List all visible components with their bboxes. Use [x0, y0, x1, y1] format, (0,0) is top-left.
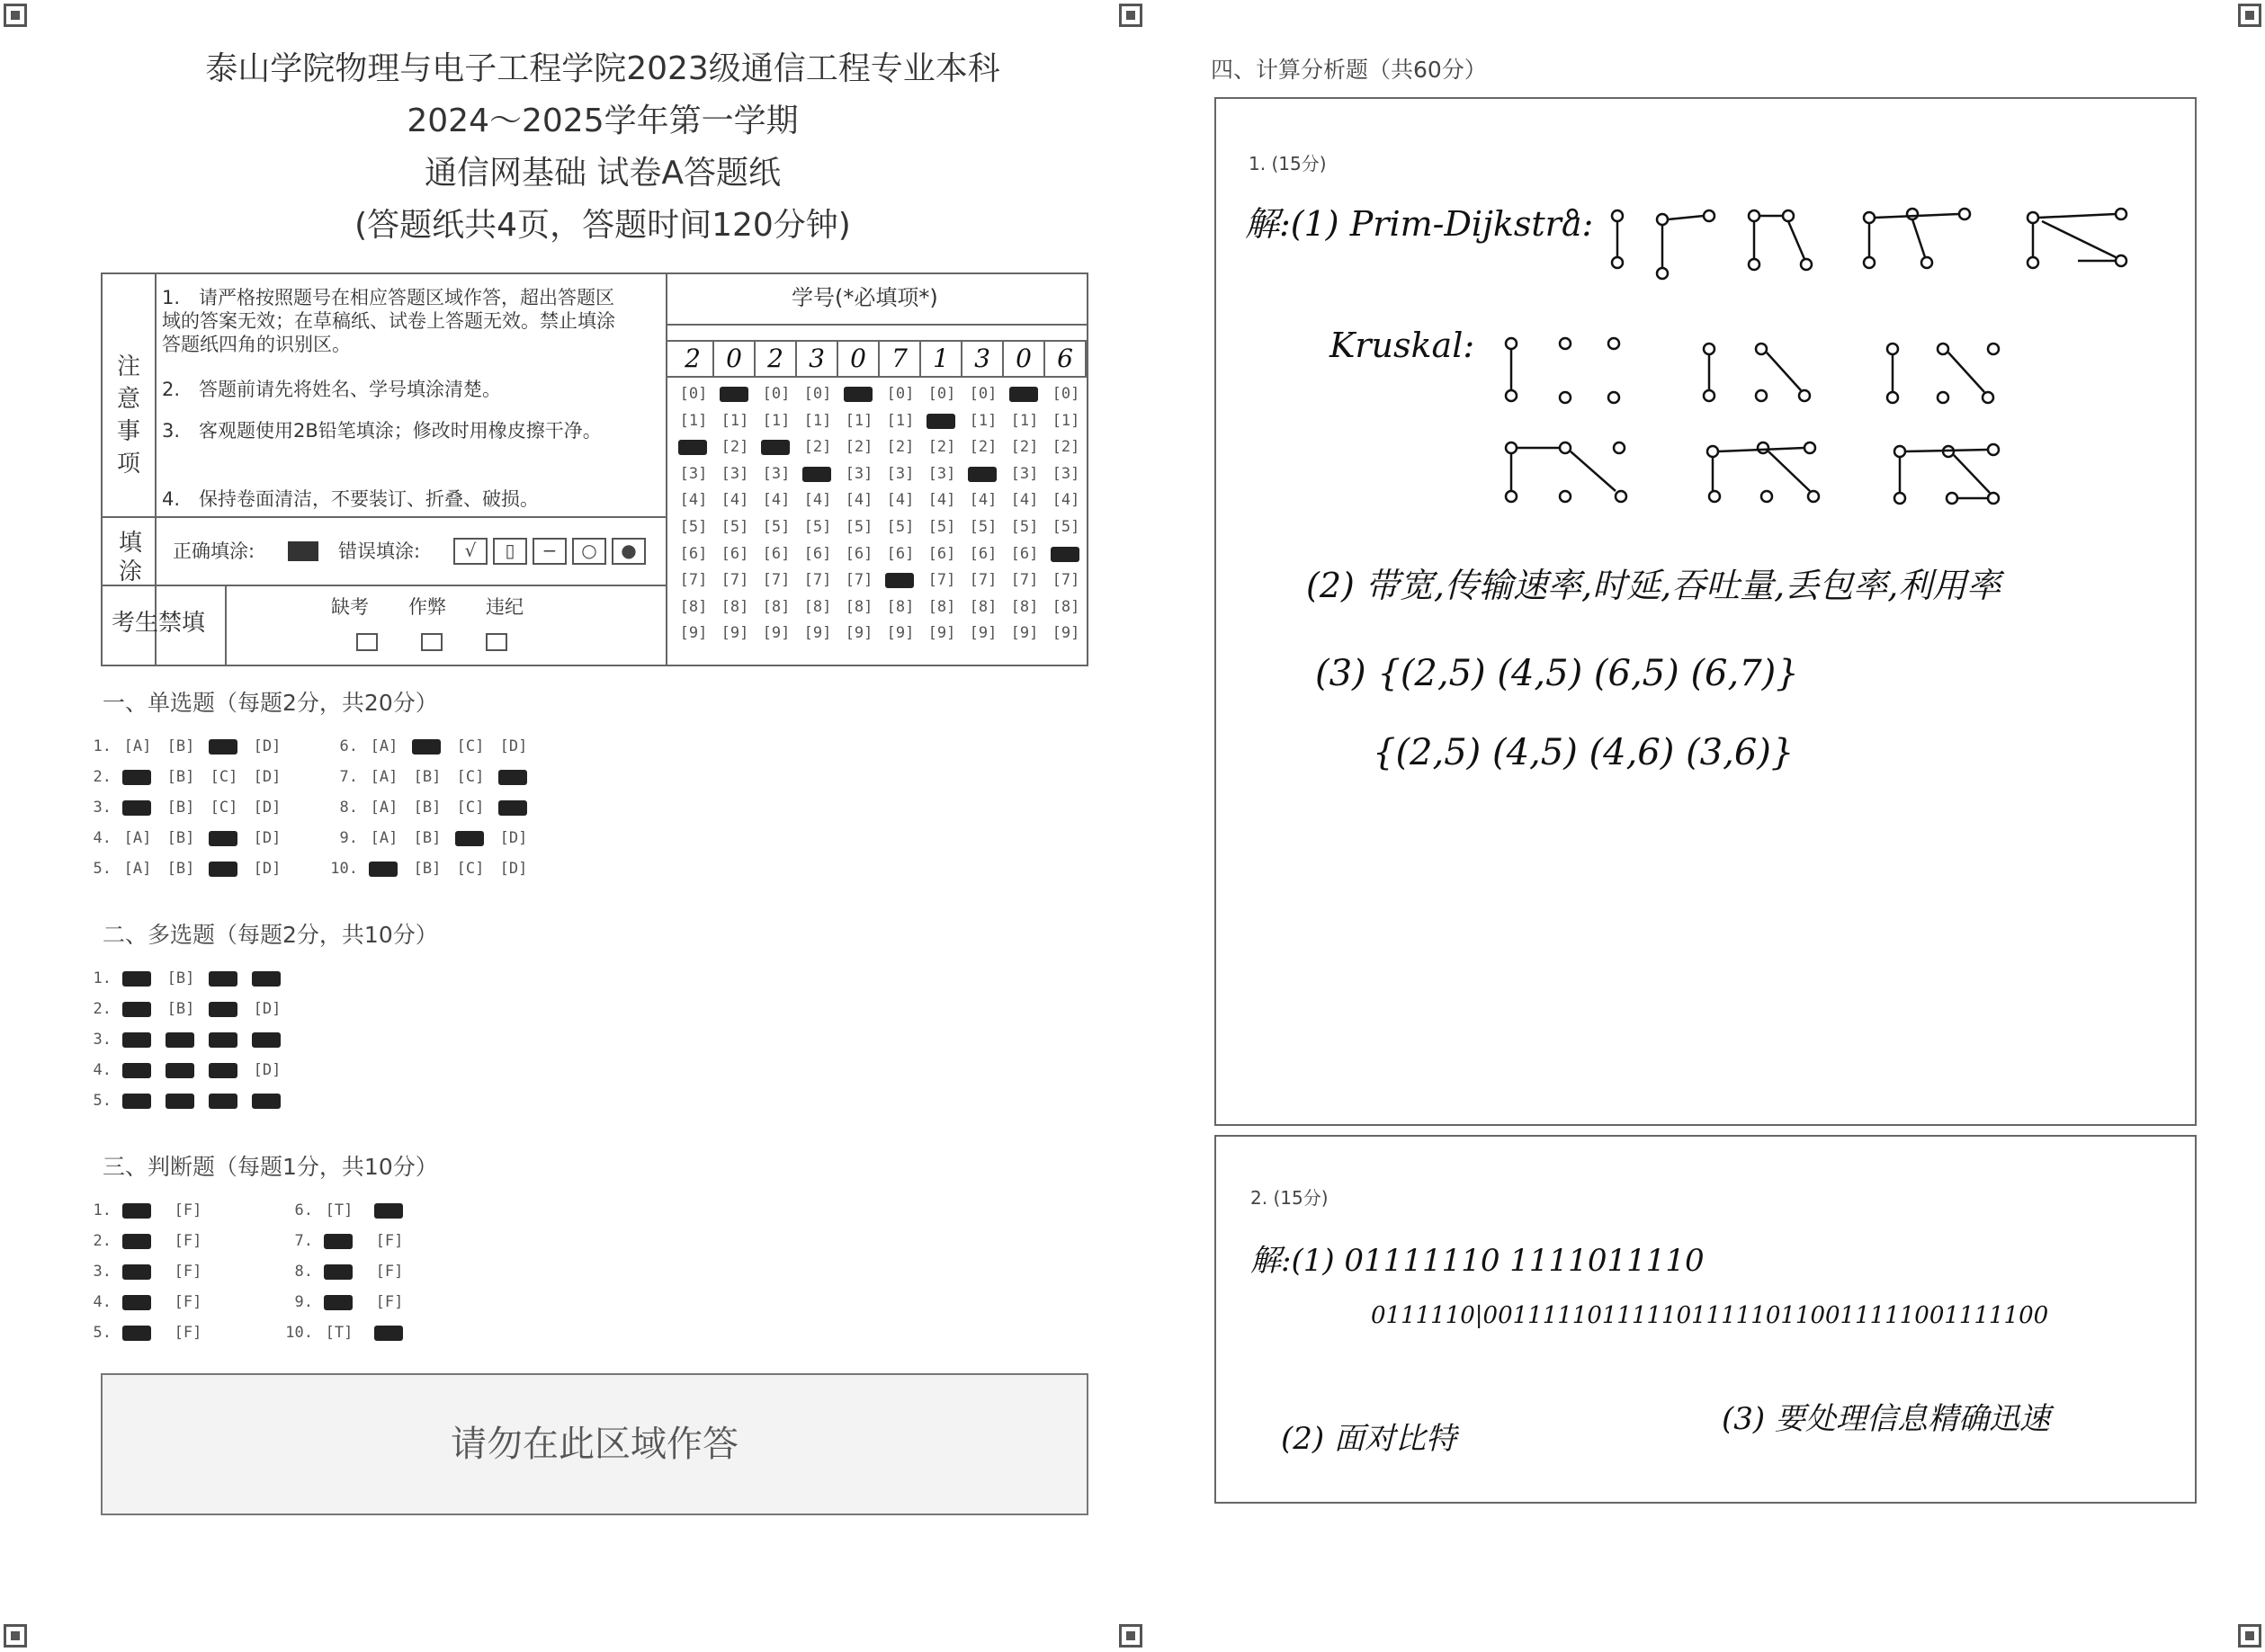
wrong-fill-dash: − [533, 538, 567, 565]
notice-divider [155, 272, 157, 666]
student-id-bubble[interactable]: [0] [803, 385, 832, 403]
wrong-fill-check: √ [453, 538, 488, 565]
wrong-fill-dot: ● [612, 538, 646, 565]
student-id-digit: 0 [714, 342, 756, 376]
judge-question-number: 8. [294, 1263, 313, 1281]
single-option[interactable]: [D] [253, 829, 282, 847]
single-option[interactable]: [D] [499, 860, 528, 878]
q1-label: 1. (15分) [1249, 153, 1327, 174]
student-id-bubble[interactable]: [1] [1052, 411, 1080, 430]
judge-option[interactable]: [F] [375, 1263, 404, 1281]
student-id-bubble[interactable]: [5] [762, 518, 791, 536]
single-question-number: 1. [93, 737, 112, 755]
notice-label: 注意事项 [116, 353, 140, 478]
forbidden-absent: 缺考 [331, 596, 369, 618]
student-id-bubble[interactable]: [9] [679, 624, 708, 643]
student-id-bubble[interactable]: [4] [1010, 491, 1039, 510]
student-id-bubble[interactable]: [8] [721, 597, 749, 616]
student-id-bubble[interactable]: [0] [927, 385, 956, 403]
multi-option-filled[interactable] [166, 1063, 194, 1078]
student-id-bubble[interactable]: [3] [1010, 464, 1039, 483]
single-option[interactable]: [B] [166, 799, 195, 817]
student-id-bubble[interactable]: [9] [969, 624, 998, 643]
multi-option[interactable]: [D] [253, 1061, 282, 1079]
student-id-bubble-filled[interactable] [968, 467, 997, 482]
student-id-digit: 0 [838, 342, 880, 376]
section-single-title: 一、单选题（每题2分，共20分） [103, 690, 438, 716]
student-id-bubble[interactable]: [5] [679, 518, 708, 536]
student-id-bubble[interactable]: [7] [969, 571, 998, 590]
student-id-bubble[interactable]: [1] [721, 411, 749, 430]
student-id-bubble-filled[interactable] [802, 467, 831, 482]
single-option[interactable]: [C] [210, 799, 238, 817]
corner-mark-top-center [1119, 4, 1142, 27]
single-option[interactable]: [A] [370, 737, 398, 755]
multi-option-filled[interactable] [122, 1063, 151, 1078]
single-option-filled[interactable] [455, 831, 484, 846]
single-option[interactable]: [A] [370, 768, 398, 786]
student-id-bubble[interactable]: [1] [762, 411, 791, 430]
student-id-bubble[interactable]: [7] [927, 571, 956, 590]
student-id-bubble[interactable]: [3] [927, 464, 956, 483]
multi-option-filled[interactable] [166, 1094, 194, 1109]
student-id-digit: 7 [880, 342, 921, 376]
single-question-number: 6. [339, 737, 358, 755]
student-id-bubble[interactable]: [3] [1052, 464, 1080, 483]
student-id-bubble[interactable]: [9] [927, 624, 956, 643]
q1-part3-b: {(2,5) (4,5) (4,6) (3,6)} [1373, 732, 1795, 773]
judge-option-filled[interactable] [122, 1295, 151, 1310]
judge-option[interactable]: [F] [375, 1232, 404, 1250]
judge-option-filled[interactable] [374, 1203, 403, 1219]
student-id-bubble[interactable]: [8] [679, 597, 708, 616]
multi-option-filled[interactable] [122, 971, 151, 987]
student-id-bubble[interactable]: [6] [762, 544, 791, 563]
student-id-bubble[interactable]: [6] [969, 544, 998, 563]
single-option[interactable]: [C] [456, 737, 485, 755]
student-id-bubble[interactable]: [2] [845, 438, 873, 457]
student-id-bubble[interactable]: [5] [969, 518, 998, 536]
student-id-bubble-filled[interactable] [885, 573, 914, 588]
student-id-bubble[interactable]: [6] [927, 544, 956, 563]
judge-option-filled[interactable] [122, 1234, 151, 1249]
q2-line2: 0111110|00111110111110111110110011111001111100 [1371, 1302, 2049, 1329]
header-line2: 2024～2025学年第一学期 [407, 103, 799, 139]
judge-option-filled[interactable] [324, 1264, 353, 1280]
header-line3: 通信网基础 试卷A答题纸 [424, 155, 782, 192]
judge-option-filled[interactable] [122, 1326, 151, 1341]
q1-kruskal-label: Kruskal: [1329, 326, 1475, 365]
student-id-bubble[interactable]: [4] [803, 491, 832, 510]
notice-item-4: 4. 保持卷面清洁，不要装订、折叠、破损。 [162, 488, 540, 510]
student-id-bubble[interactable]: [2] [1010, 438, 1039, 457]
header-line4: (答题纸共4页，答题时间120分钟) [354, 207, 851, 244]
student-id-bubble[interactable]: [7] [845, 571, 873, 590]
judge-option[interactable]: [F] [375, 1293, 404, 1311]
student-id-hline1 [666, 324, 1088, 326]
multi-question-number: 1. [93, 969, 112, 987]
student-id-bubble[interactable]: [7] [762, 571, 791, 590]
student-id-bubble[interactable]: [2] [721, 438, 749, 457]
corner-mark-bottom-right [2238, 1624, 2261, 1648]
student-id-bubble[interactable]: [2] [969, 438, 998, 457]
multi-option-filled[interactable] [209, 1094, 237, 1109]
single-option[interactable]: [B] [413, 860, 442, 878]
judge-question-number: 1. [93, 1201, 112, 1219]
student-id-bubble[interactable]: [8] [1052, 597, 1080, 616]
prim-dijkstra-sketches [1556, 196, 2141, 286]
single-question-number: 10. [330, 860, 358, 878]
student-id-bubble[interactable]: [3] [679, 464, 708, 483]
no-answer-zone: 请勿在此区域作答 [101, 1373, 1088, 1515]
student-id-bubble[interactable]: [5] [803, 518, 832, 536]
multi-option[interactable]: [B] [166, 1000, 195, 1018]
judge-question-number: 2. [93, 1232, 112, 1250]
single-option[interactable]: [D] [499, 829, 528, 847]
fill-label: 填涂 [118, 530, 142, 585]
student-id-bubble[interactable]: [2] [803, 438, 832, 457]
judge-option[interactable]: [F] [174, 1263, 202, 1281]
student-id-digit: 1 [921, 342, 962, 376]
notice-hline2 [101, 585, 666, 586]
q1-part1-prefix: 解:(1) Prim-Dijkstra: [1245, 204, 1594, 244]
student-id-bubble[interactable]: [5] [886, 518, 915, 536]
single-option-filled[interactable] [412, 739, 441, 755]
judge-question-number: 4. [93, 1293, 112, 1311]
multi-question-number: 5. [93, 1092, 112, 1110]
single-option-filled[interactable] [498, 770, 527, 785]
student-id-bubble[interactable]: [7] [721, 571, 749, 590]
student-id-bubble[interactable]: [5] [927, 518, 956, 536]
student-id-bubble[interactable]: [2] [886, 438, 915, 457]
student-id-bubble[interactable]: [1] [679, 411, 708, 430]
single-question-number: 2. [93, 768, 112, 786]
student-id-bubble[interactable]: [1] [969, 411, 998, 430]
student-id-digit: 2 [673, 342, 714, 376]
student-id-bubble[interactable]: [8] [886, 597, 915, 616]
violation-checkbox[interactable] [486, 633, 507, 651]
section-judge-title: 三、判断题（每题1分，共10分） [103, 1154, 438, 1180]
student-id-bubble[interactable]: [0] [1052, 385, 1080, 403]
single-question-number: 3. [93, 799, 112, 817]
single-option[interactable]: [C] [210, 768, 238, 786]
student-id-bubble-filled[interactable] [927, 414, 955, 429]
student-id-bubble[interactable]: [8] [803, 597, 832, 616]
single-option-filled[interactable] [209, 831, 237, 846]
notice-item-1: 1. 请严格按照题号在相应答题区域作答，超出答题区域的答案无效；在草稿纸、试卷上答题无效。禁止填涂答题纸四角的识别区。 [162, 287, 615, 355]
single-question-number: 8. [339, 799, 358, 817]
single-option[interactable]: [D] [499, 737, 528, 755]
student-id-bubble-filled[interactable] [678, 440, 707, 455]
judge-option[interactable]: [T] [325, 1201, 354, 1219]
single-option[interactable]: [D] [253, 799, 282, 817]
student-id-bubble[interactable]: [8] [845, 597, 873, 616]
notice-item-2: 2. 答题前请先将姓名、学号填涂清楚。 [162, 379, 502, 400]
multi-option-filled[interactable] [209, 971, 237, 987]
student-id-bubble[interactable]: [4] [1052, 491, 1080, 510]
judge-option-filled[interactable] [324, 1234, 353, 1249]
student-id-bubble[interactable]: [9] [803, 624, 832, 643]
single-option[interactable]: [D] [253, 768, 282, 786]
multi-question-number: 4. [93, 1061, 112, 1079]
corner-mark-top-right [2238, 4, 2261, 27]
multi-option[interactable]: [B] [166, 969, 195, 987]
judge-option[interactable]: [F] [174, 1232, 202, 1250]
student-id-digit: 3 [797, 342, 838, 376]
single-option-filled[interactable] [122, 800, 151, 816]
single-option[interactable]: [A] [370, 829, 398, 847]
student-id-hline3 [666, 376, 1088, 378]
wrong-fill-samples [453, 538, 646, 565]
single-option[interactable]: [C] [456, 768, 485, 786]
judge-option-filled[interactable] [324, 1295, 353, 1310]
multi-option-filled[interactable] [122, 1032, 151, 1048]
correct-fill-label: 正确填涂: [173, 540, 255, 562]
q2-part3: (3) 要处理信息精确迅速 [1722, 1401, 2050, 1437]
kruskal-sketches [1493, 326, 2033, 523]
student-id-bubble[interactable]: [5] [845, 518, 873, 536]
single-option[interactable]: [B] [166, 860, 195, 878]
forbidden-cheat: 作弊 [408, 596, 446, 618]
student-id-bubble[interactable]: [4] [969, 491, 998, 510]
single-option[interactable]: [B] [413, 829, 442, 847]
single-option[interactable]: [A] [123, 737, 152, 755]
student-id-bubble[interactable]: [9] [886, 624, 915, 643]
student-id-bubble[interactable]: [1] [845, 411, 873, 430]
wrong-fill-bar: ▯ [493, 538, 527, 565]
judge-option-filled[interactable] [122, 1264, 151, 1280]
student-id-bubble[interactable]: [4] [927, 491, 956, 510]
single-option[interactable]: [B] [413, 799, 442, 817]
student-id-bubble[interactable]: [1] [803, 411, 832, 430]
q1-part2: (2) 带宽,传输速率,时延,吞吐量,丢包率,利用率 [1306, 566, 2001, 605]
multi-option-filled[interactable] [209, 1002, 237, 1017]
student-id-bubble[interactable]: [9] [1052, 624, 1080, 643]
judge-question-number: 7. [294, 1232, 313, 1250]
single-question-number: 9. [339, 829, 358, 847]
student-id-digit: 0 [1004, 342, 1045, 376]
student-id-bubble[interactable]: [6] [845, 544, 873, 563]
student-id-bubble-filled[interactable] [761, 440, 790, 455]
student-id-bubble[interactable]: [2] [1052, 438, 1080, 457]
wrong-fill-label: 错误填涂: [338, 540, 421, 562]
single-option-filled[interactable] [209, 739, 237, 755]
student-id-bubble[interactable]: [9] [1010, 624, 1039, 643]
student-id-bubble[interactable]: [1] [1010, 411, 1039, 430]
student-id-digit: 6 [1045, 342, 1087, 376]
student-id-bubble[interactable]: [6] [1010, 544, 1039, 563]
student-id-bubble[interactable]: [5] [1010, 518, 1039, 536]
single-option[interactable]: [B] [166, 768, 195, 786]
judge-question-number: 9. [294, 1293, 313, 1311]
single-option[interactable]: [A] [123, 829, 152, 847]
student-id-digit: 3 [962, 342, 1004, 376]
section-calc-title: 四、计算分析题（共60分） [1211, 57, 1487, 83]
wrong-fill-circle: ○ [572, 538, 606, 565]
student-id-bubble[interactable]: [0] [886, 385, 915, 403]
single-option[interactable]: [D] [253, 860, 282, 878]
q1-part3-a: (3) {(2,5) (4,5) (6,5) (6,7)} [1315, 653, 1799, 694]
forbidden-label: 考生禁填 [112, 610, 206, 637]
student-id-bubble[interactable]: [8] [927, 597, 956, 616]
single-option[interactable]: [C] [456, 860, 485, 878]
multi-option-filled[interactable] [122, 1002, 151, 1017]
student-id-bubble[interactable]: [0] [969, 385, 998, 403]
student-id-bubble[interactable]: [4] [679, 491, 708, 510]
q2-line1: 解:(1) 01111110 1111011110 [1250, 1243, 1705, 1279]
student-id-bubble[interactable]: [0] [762, 385, 791, 403]
forbidden-divider [225, 585, 227, 666]
single-option-filled[interactable] [369, 862, 398, 877]
judge-option[interactable]: [F] [174, 1324, 202, 1342]
corner-mark-bottom-left [4, 1624, 27, 1648]
judge-question-number: 10. [285, 1324, 313, 1342]
student-id-bubble[interactable]: [7] [679, 571, 708, 590]
student-id-bubble[interactable]: [1] [886, 411, 915, 430]
student-id-bubble[interactable]: [6] [679, 544, 708, 563]
header-line1: 泰山学院物理与电子工程学院2023级通信工程专业本科 [205, 50, 1000, 87]
student-id-bubble[interactable]: [4] [845, 491, 873, 510]
student-id-bubble-filled[interactable] [1051, 547, 1079, 562]
multi-option-filled[interactable] [209, 1063, 237, 1078]
single-option[interactable]: [C] [456, 799, 485, 817]
notice-item-3: 3. 客观题使用2B铅笔填涂；修改时用橡皮擦干净。 [162, 420, 602, 442]
forbidden-violation: 违纪 [486, 596, 524, 618]
multi-question-number: 3. [93, 1031, 112, 1049]
correct-fill-sample [288, 541, 318, 561]
multi-option-filled[interactable] [209, 1032, 237, 1048]
single-question-number: 4. [93, 829, 112, 847]
student-id-bubble[interactable]: [6] [886, 544, 915, 563]
student-id-bubble[interactable]: [3] [845, 464, 873, 483]
student-id-bubble[interactable]: [8] [969, 597, 998, 616]
student-id-bubble[interactable]: [4] [762, 491, 791, 510]
single-question-number: 5. [93, 860, 112, 878]
student-id-bubble[interactable]: [7] [1010, 571, 1039, 590]
student-id-bubble[interactable]: [4] [721, 491, 749, 510]
student-id-bubble-filled[interactable] [1009, 387, 1038, 402]
student-id-divider [666, 272, 667, 666]
student-id-bubble[interactable]: [6] [803, 544, 832, 563]
section-multi-title: 二、多选题（每题2分，共10分） [103, 922, 438, 948]
single-option[interactable]: [A] [123, 860, 152, 878]
judge-option-filled[interactable] [374, 1326, 403, 1341]
multi-option-filled[interactable] [166, 1032, 194, 1048]
corner-mark-bottom-center [1119, 1624, 1142, 1648]
multi-option-filled[interactable] [252, 1032, 281, 1048]
single-option[interactable]: [B] [413, 768, 442, 786]
student-id-bubble[interactable]: [9] [845, 624, 873, 643]
cheat-checkbox[interactable] [421, 633, 443, 651]
student-id-bubble-filled[interactable] [720, 387, 748, 402]
multi-option[interactable]: [D] [253, 1000, 282, 1018]
judge-option[interactable]: [T] [325, 1324, 354, 1342]
student-id-bubble[interactable]: [5] [721, 518, 749, 536]
judge-option-filled[interactable] [122, 1203, 151, 1219]
student-id-bubble-filled[interactable] [844, 387, 873, 402]
student-id-bubble[interactable]: [3] [886, 464, 915, 483]
student-id-bubble[interactable]: [9] [721, 624, 749, 643]
judge-question-number: 5. [93, 1324, 112, 1342]
student-id-bubble[interactable]: [7] [803, 571, 832, 590]
judge-question-number: 3. [93, 1263, 112, 1281]
student-id-bubble[interactable]: [8] [762, 597, 791, 616]
multi-option-filled[interactable] [252, 971, 281, 987]
student-id-bubble[interactable]: [6] [721, 544, 749, 563]
student-id-label: 学号(*必填项*) [792, 285, 938, 310]
q2-part2: (2) 面对比特 [1281, 1421, 1456, 1457]
student-id-bubble[interactable]: [0] [679, 385, 708, 403]
single-option-filled[interactable] [209, 862, 237, 877]
student-id-bubble[interactable]: [8] [1010, 597, 1039, 616]
student-id-digit: 2 [756, 342, 797, 376]
judge-option[interactable]: [F] [174, 1293, 202, 1311]
student-id-bubble[interactable]: [4] [886, 491, 915, 510]
single-option-filled[interactable] [498, 800, 527, 816]
single-option[interactable]: [A] [370, 799, 398, 817]
multi-question-number: 2. [93, 1000, 112, 1018]
absent-checkbox[interactable] [356, 633, 378, 651]
student-id-bubble[interactable]: [2] [927, 438, 956, 457]
student-id-bubble[interactable]: [3] [721, 464, 749, 483]
student-id-bubble[interactable]: [5] [1052, 518, 1080, 536]
student-id-bubble[interactable]: [3] [762, 464, 791, 483]
single-option-filled[interactable] [122, 770, 151, 785]
notice-hline1 [101, 516, 666, 518]
multi-option-filled[interactable] [252, 1094, 281, 1109]
corner-mark-top-left [4, 4, 27, 27]
judge-option[interactable]: [F] [174, 1201, 202, 1219]
single-option[interactable]: [D] [253, 737, 282, 755]
q2-label: 2. (15分) [1250, 1187, 1329, 1209]
single-option[interactable]: [B] [166, 829, 195, 847]
student-id-bubble[interactable]: [9] [762, 624, 791, 643]
single-option[interactable]: [B] [166, 737, 195, 755]
student-id-bubble[interactable]: [7] [1052, 571, 1080, 590]
single-question-number: 7. [339, 768, 358, 786]
multi-option-filled[interactable] [122, 1094, 151, 1109]
judge-question-number: 6. [294, 1201, 313, 1219]
